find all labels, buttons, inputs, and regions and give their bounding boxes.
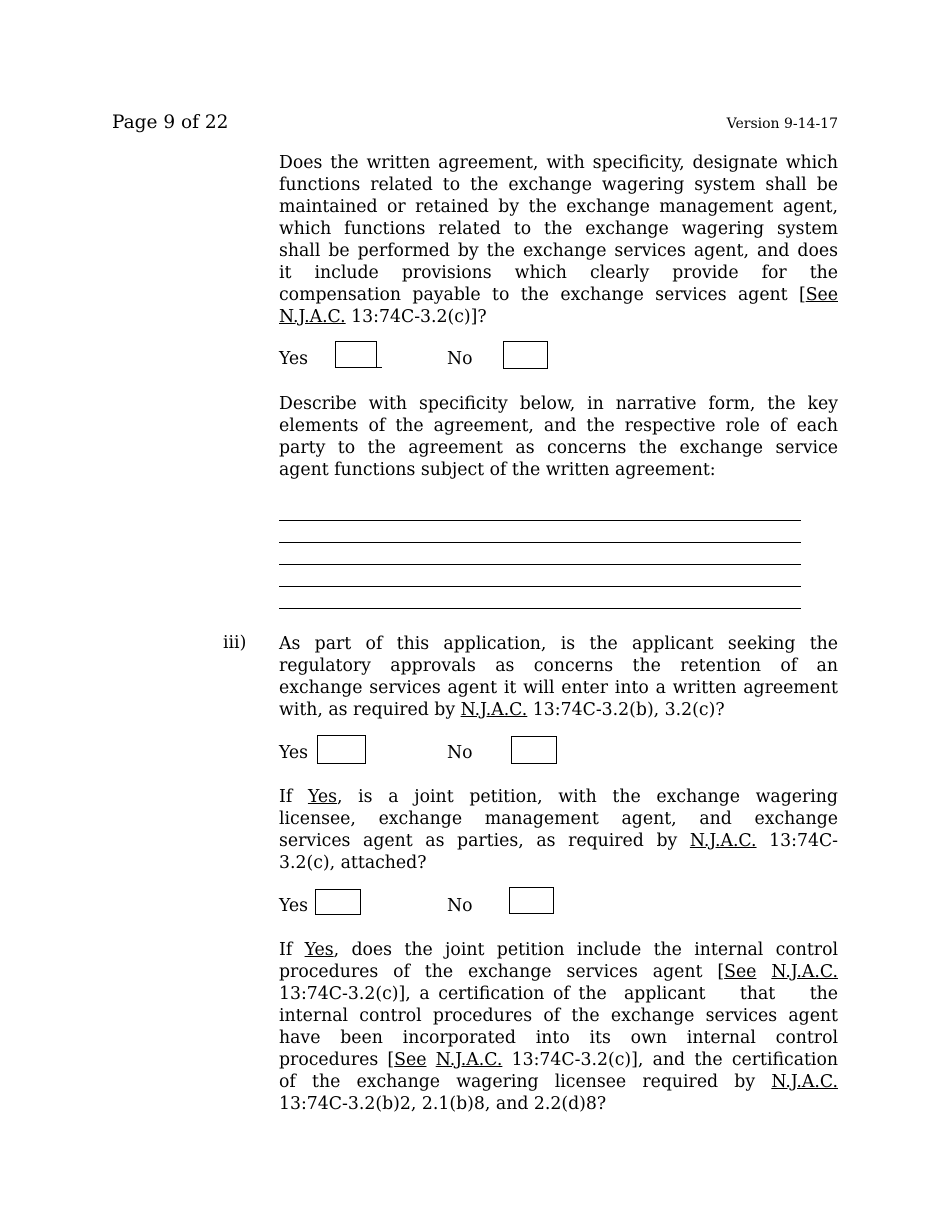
yes-checkbox-1[interactable]	[335, 341, 377, 368]
no-checkbox-2[interactable]	[511, 736, 557, 764]
answer-line-3[interactable]	[279, 564, 801, 565]
answer-line-2[interactable]	[279, 542, 801, 543]
question-joint-petition: If Yes, is a joint petition, with the exchange wagering licensee, exchange management agent, and exchange services agent as parties, as required by N.J.A.C. 13:74C- 3.2(c), attached?	[279, 787, 839, 873]
question-internal-control: If Yes, does the joint petition include the internal control procedures of the exchange services agent [See N.J.A.C. 13:74C-3.2(c)], a certification of the applicant that the internal control procedures of the exchange services agent have been incorporated into its own internal control procedures [See N.J.A.C. 13:74C-3.2(c)], and the certification of the exchange wagering licensee required by N.J.A.C. 13:74C-3.2(b)2, 2.1(b)8, and 2.2(d)8?	[279, 940, 838, 1114]
yes-checkbox-2[interactable]	[317, 735, 366, 764]
answer-line-1[interactable]	[279, 520, 801, 521]
njac-citation: N.J.A.C.	[689, 831, 757, 851]
yes-label-3: Yes	[279, 896, 309, 916]
no-checkbox-3[interactable]	[509, 887, 554, 914]
no-label-2: No	[447, 743, 473, 763]
njac-citation: N.J.A.C.	[771, 1072, 838, 1092]
njac-citation: N.J.A.C.	[279, 307, 346, 327]
no-label-3: No	[447, 896, 473, 916]
page-number: Page 9 of 22	[112, 112, 229, 133]
yes-label-1: Yes	[279, 349, 309, 369]
version-label: Version 9-14-17	[726, 116, 838, 132]
describe-instructions: Describe with specificity below, in narrative form, the key elements of the agreement, and the respective role of each party to the agreement as concerns the exchange service agent functions subject of the written agreement:	[279, 394, 838, 480]
item-marker-iii: iii)	[223, 633, 247, 653]
question-designate-functions: Does the written agreement, with specificity, designate which functions related to the exchange wagering system shall be maintained or retained by the exchange management agent, which functions related to the exchange wagering system shall be performed by the exchange services agent, and does it include provisions which clearly provide for the compensation payable to the exchange services agent [See N.J.A.C. 13:74C-3.2(c)]?	[279, 153, 838, 327]
njac-citation: N.J.A.C.	[771, 962, 838, 982]
yes-checkbox-3[interactable]	[315, 889, 361, 915]
no-checkbox-1[interactable]	[503, 341, 548, 369]
question-regulatory-approvals: As part of this application, is the applicant seeking the regulatory approvals as concerns the retention of an exchange services agent it will enter into a written agreement with, as required by N.J.A.C. 13:74C-3.2(b), 3.2(c)?	[279, 634, 838, 720]
answer-line-5[interactable]	[279, 608, 801, 609]
yes-label-2: Yes	[279, 743, 309, 763]
no-label-1: No	[447, 349, 473, 369]
answer-line-4[interactable]	[279, 586, 801, 587]
njac-citation: N.J.A.C.	[460, 700, 528, 720]
see-link: See	[805, 285, 838, 305]
njac-citation: N.J.A.C.	[435, 1050, 503, 1070]
